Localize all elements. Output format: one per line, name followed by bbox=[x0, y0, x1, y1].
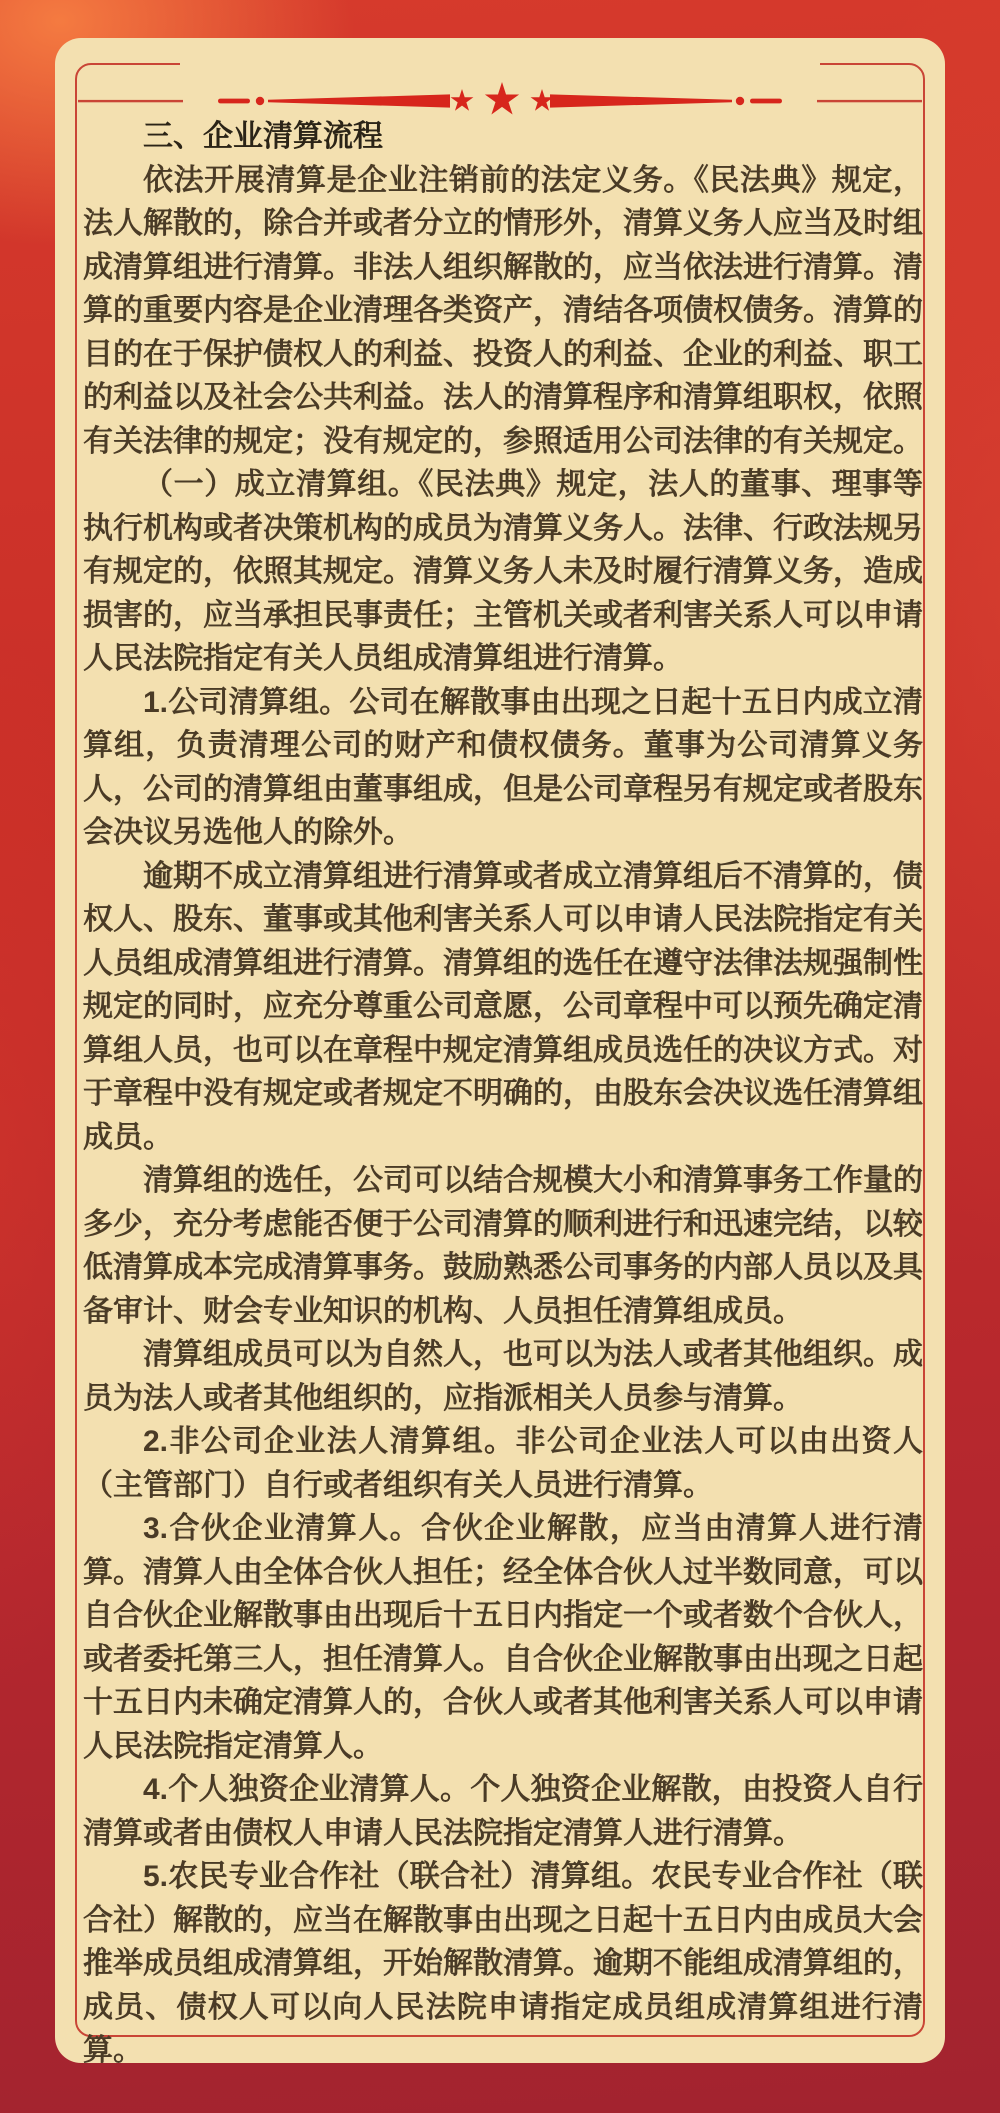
right-border-line bbox=[817, 100, 922, 102]
left-border-line bbox=[78, 100, 183, 102]
right-tapered-line bbox=[550, 94, 732, 107]
document-body bbox=[83, 115, 923, 2073]
paragraph-members: 清算组成员可以为自然人，也可以为法人或者其他组织。成员为法人或者其他组织的，应指派相关人员参与清算。 bbox=[83, 1338, 923, 1415]
paragraph-overdue-group: 逾期不成立清算组进行清算或者成立清算组后不清算的，债权人、股东、董事或其他利害关系人可以申请人民法院指定有关人员组成清算组进行清算。清算组的选任在遵守法律法规强制性规定的同时，应充分尊重公司意愿，公司章程中可以预先确定清算组人员，也可以在章程中规定清算组成员选任的决议方式。对于章程中没有规定或者规定不明确的，由股东会决议选任清算组成员。 bbox=[83, 859, 923, 1154]
section-title: 三、企业清算流程 bbox=[143, 120, 383, 153]
paragraph-non-company: 2.非公司企业法人清算组。非公司企业法人可以由出资人（主管部门）自行或者组织有关人员进行清算。 bbox=[83, 1425, 923, 1502]
left-tapered-line bbox=[268, 94, 450, 107]
paragraph-company-group: 1.公司清算组。公司在解散事由出现之日起十五日内成立清算组，负责清理公司的财产和债权债务。董事为公司清算义务人，公司的清算组由董事组成，但是公司章程另有规定或者股东会决议另选他人的除外。 bbox=[83, 685, 923, 849]
paragraph-selection: 清算组的选任，公司可以结合规模大小和清算事务工作量的多少，充分考虑能否便于公司清算的顺利进行和迅速完结，以较低清算成本完成清算事务。鼓励熟悉公司事务的内部人员以及具备审计、财会专业知识的机构、人员担任清算组成员。 bbox=[83, 1164, 923, 1328]
paragraph-intro: 依法开展清算是企业注销前的法定义务。《民法典》规定，法人解散的，除合并或者分立的情形外，清算义务人应当及时组成清算组进行清算。非法人组织解散的，应当依法进行清算。清算的重要内容是企业清理各类资产，清结各项债权债务。清算的目的在于保护债权人的利益、投资人的利益、企业的利益、职工的利益以及社会公共利益。法人的清算程序和清算组职权，依照有关法律的规定；没有规定的，参照适用公司法律的有关规定。 bbox=[83, 163, 923, 458]
star-icon bbox=[451, 89, 474, 111]
content-card bbox=[55, 38, 945, 2067]
paragraph-partnership: 3.合伙企业清算人。合伙企业解散，应当由清算人进行清算。清算人由全体合伙人担任；经全体合伙人过半数同意，可以自合伙企业解散事由出现后十五日内指定一个或者数个合伙人，或者委托第三人，担任清算人。自合伙企业解散事由出现之日起十五日内未确定清算人的，合伙人或者其他利害关系人可以申请人民法院指定清算人。 bbox=[83, 1512, 923, 1763]
star-icon bbox=[485, 82, 519, 115]
star-icon bbox=[531, 89, 554, 111]
border-gap bbox=[180, 59, 820, 69]
left-dash bbox=[218, 99, 250, 104]
paragraph-farmer-cooperative: 5.农民专业合作社（联合社）清算组。农民专业合作社（联合社）解散的，应当在解散事由出现之日起十五日内由成员大会推举成员组成清算组，开始解散清算。逾期不能组成清算组的，成员、债权人可以向人民法院申请指定成员组成清算组进行清算。 bbox=[83, 1860, 923, 2067]
left-dot-icon bbox=[256, 97, 264, 105]
right-dash bbox=[750, 99, 782, 104]
right-dot-icon bbox=[736, 97, 744, 105]
paragraph-setup-liquidation-group: （一）成立清算组。《民法典》规定，法人的董事、理事等执行机构或者决策机构的成员为清算义务人。法律、行政法规另有规定的，依照其规定。清算义务人未及时履行清算义务，造成损害的，应当承担民事责任；主管机关或者利害关系人可以申请人民法院指定有关人员组成清算组进行清算。 bbox=[83, 468, 923, 675]
paragraph-sole-proprietorship: 4.个人独资企业清算人。个人独资企业解散，由投资人自行清算或者由债权人申请人民法院指定清算人进行清算。 bbox=[83, 1773, 923, 1850]
